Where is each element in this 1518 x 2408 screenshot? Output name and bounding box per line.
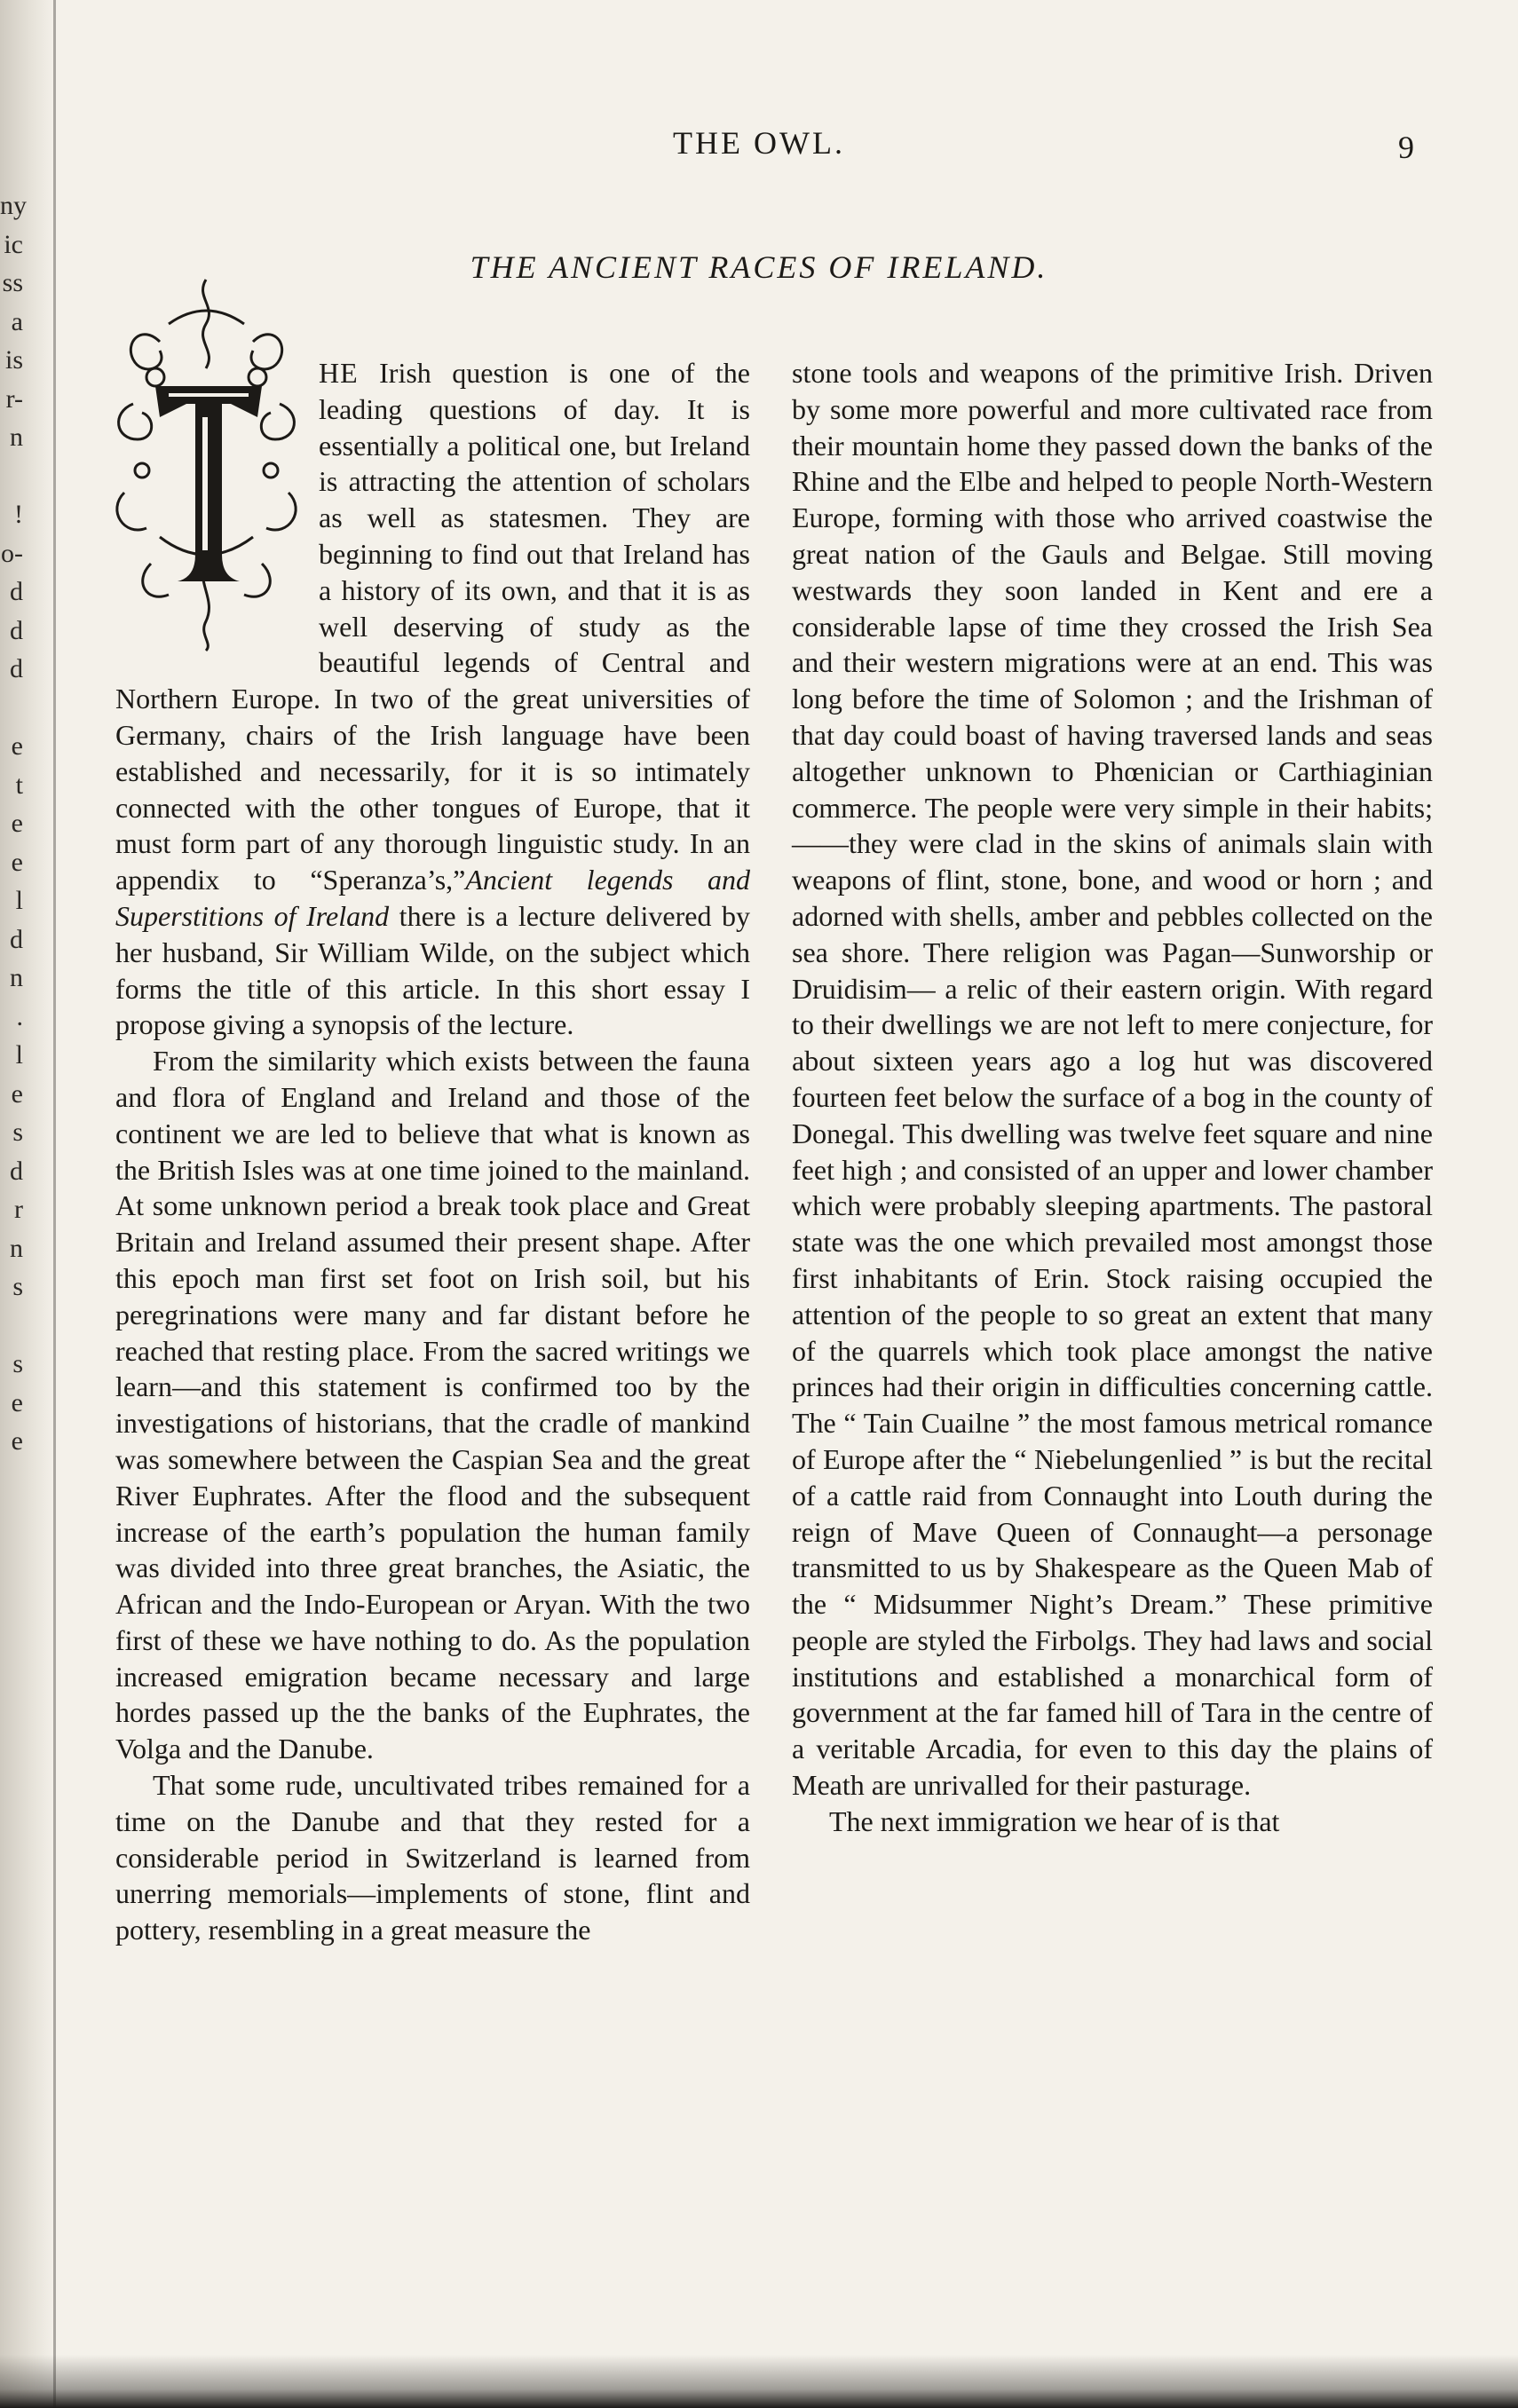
fragment-line: d <box>10 615 23 645</box>
fragment-line: e <box>11 847 23 877</box>
fragment-line: ny <box>0 191 27 220</box>
fragment-line <box>0 457 23 496</box>
page-number: 9 <box>1398 130 1414 165</box>
paragraph-3: That some rude, uncultivated tribes remained for a time on the Danube and that they rested for a considerable period in Switzerland is learned from unerring memorials—implements of stone, flint and pottery, resembling in a great measure the <box>115 1769 750 1946</box>
facing-page-edge <box>53 0 56 2408</box>
fragment-line: e <box>11 809 23 838</box>
fragment-line: n <box>10 1233 23 1263</box>
fragment-line: o- <box>1 538 23 568</box>
dropcap-ornament-icon <box>107 271 306 652</box>
fragment-line: r <box>14 1195 23 1224</box>
scan-bottom-shadow <box>0 2355 1518 2408</box>
book-title-italic: Ancient legends and Superstitions of Ireland <box>115 864 750 932</box>
fragment-line: t <box>15 770 23 800</box>
ornamental-dropcap <box>107 271 306 652</box>
fragment-line: s <box>12 1117 23 1147</box>
paragraph-1-text-a: Irish question is one of the leading questions of day. It is essentially a political one, but Ireland is attracting the attention of scholars as well as statesmen. They are beginning to find out that Ireland has a history of its own, and that it is as well deserving of study as the beautiful legends of Central and Northern Europe. In two of the great universities of Germany, chairs of the Irish language have been established and necessarily, for it is so intimately connected with the other tongues of Europe, that it must form part of any thorough linguistic study. In an appendix to “Speranza’s,” <box>115 357 750 896</box>
right-column <box>792 355 1433 1840</box>
fragment-line: r- <box>5 383 23 414</box>
paragraph-next: The next immigration we hear of is that <box>829 1804 1280 1837</box>
fragment-line: e <box>11 731 23 761</box>
fragment-line: ic <box>4 229 23 259</box>
running-title: THE OWL. <box>673 125 845 161</box>
fragment-line: e <box>11 1078 23 1109</box>
fragment-line: n <box>10 422 23 452</box>
fragment-line: ss <box>2 268 23 297</box>
fragment-line: e <box>11 1426 23 1456</box>
fragment-line: d <box>10 924 23 954</box>
fragment-line: d <box>10 654 23 683</box>
fragment-line <box>0 1307 23 1346</box>
fragment-line: d <box>10 1156 23 1186</box>
facing-page-fragment <box>0 186 27 1461</box>
paragraph-continued: stone tools and weapons of the primitive Irish. Driven by some more powerful and more cultivated race from their mountain home they passed down the banks of the Rhine and the Elbe and helped to people North-Western Europe, forming with those who arrived coastwise the great nation of the Gauls and Belgae. Still moving westwards they soon landed in Kent and ere a considerable lapse of time they crossed the Irish Sea and their western migrations were at an end. This was long before the time of Solomon ; and the Irishman of that day could boast of having traversed lands and seas altogether unknown to Phœnician or Carthiaginian commerce. The people were very simple in their habits; ——they were clad in the skins of animals slain with weapons of flint, stone, bone, and wood or horn ; and adorned with shells, amber and pebbles collected on the sea shore. There religion was Pagan—Sunworship or Druidisim— a relic of their eastern origin. With regard to their dwellings we are not left to mere conjecture, for about sixteen years ago a log hut was discovered fourteen feet below the surface of a bog in the county of Donegal. This dwelling was twelve feet square and nine feet high ; and consisted of an upper and lower chamber which were probably sleeping apartments. The pastoral state was the one which prevailed most amongst those first inhabitants of Erin. Stock raising occupied the attention of the people to so great an extent that many of the quarrels which took place amongst the native princes had their origin in difficulties concerning cattle. The “ Tain Cuailne ” the most famous metrical romance of Europe after the “ Niebelungenlied ” is but the recital of a cattle raid from Connaught into Louth during the reign of Mave Queen of Connaught—a personage transmitted to us by Shakespeare as the Queen Mab of the “ Midsummer Night’s Dream.” These primitive people are styled the Firbolgs. They had laws and social institutions and established a monarchical form of government at the far famed hill of Tara in the centre of a veritable Arcadia, for even to this day the plains of Meath are unrivalled for their pasturage. <box>792 357 1433 1802</box>
paragraph-1 <box>115 355 750 1043</box>
paragraph-2: From the similarity which exists between the fauna and flora of England and Ireland and those of the continent we are led to believe that what is known as the British Isles was at one time joined to the mainland. At some unknown period a break took place and Great Britain and Ireland assumed their present shape. After this epoch man first set foot on Irish soil, but his peregrinations were many and far distant before he reached that resting place. From the sacred writings we learn—and this statement is confirmed too by the investigations of historians, that the cradle of mankind was somewhere between the Caspian Sea and the great River Euphrates. After the flood and the subsequent increase of the earth’s population the human family was divided into three great branches, the Asiatic, the African and the Indo-European or Aryan. With the two first of these we have nothing to do. As the population increased emigration became necessary and large hordes passed up the the banks of the Euphrates, the Volga and the Danube. <box>115 1045 750 1765</box>
fragment-line: a <box>11 306 23 336</box>
fragment-line: e <box>11 1387 23 1417</box>
article-title: THE ANCIENT RACES OF IRELAND. <box>470 249 1048 285</box>
lead-word: HE <box>319 357 359 389</box>
fragment-line: s <box>12 1272 23 1301</box>
left-column <box>115 355 750 1948</box>
fragment-line: d <box>10 577 23 606</box>
fragment-line: is <box>4 345 23 375</box>
fragment-line: ! <box>14 500 23 529</box>
fragment-line: n <box>10 963 23 992</box>
paragraph-1-text-b: there is a lecture delivered by her husband, Sir William Wilde, on the subject which forms the title of this article. In this short essay I propose giving a synopsis of the lecture. <box>115 899 750 1041</box>
fragment-line: s <box>12 1349 23 1378</box>
fragment-line: l <box>15 1040 23 1070</box>
fragment-line: . <box>16 1001 23 1031</box>
fragment-line <box>0 689 23 728</box>
fragment-line: l <box>15 886 23 915</box>
